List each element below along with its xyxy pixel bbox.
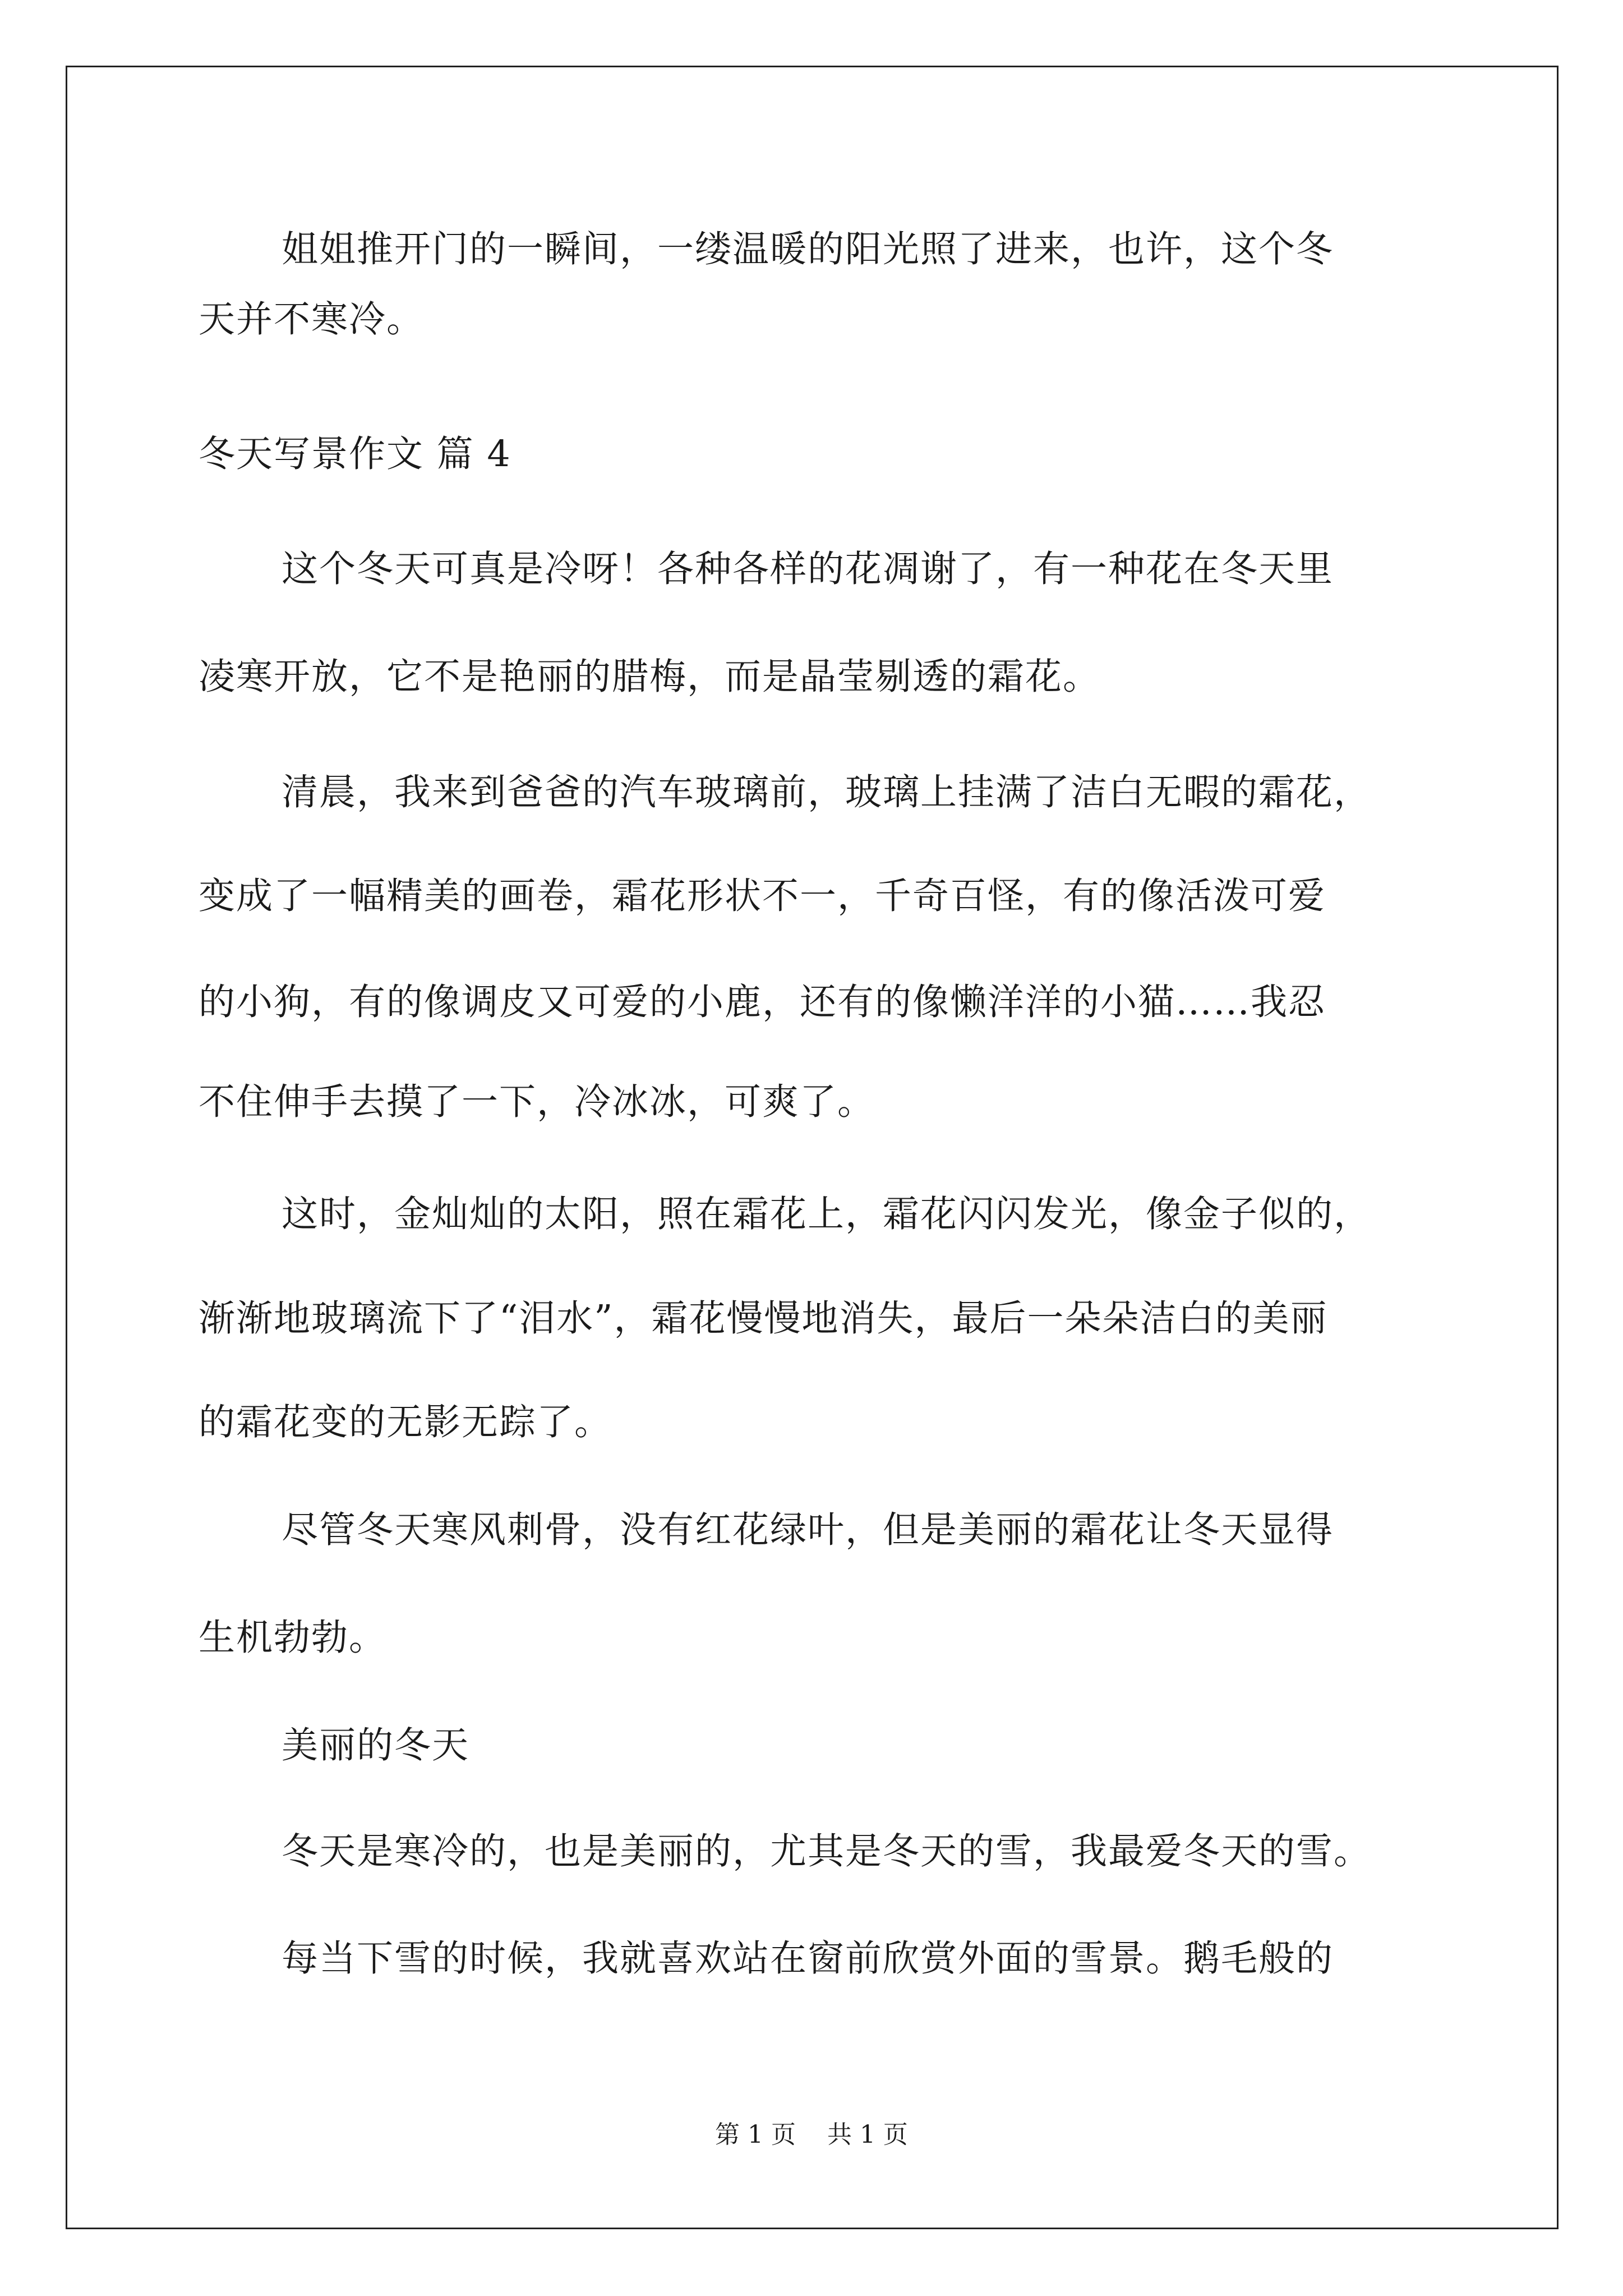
paragraph-line: 渐渐地玻璃流下了“泪水”，霜花慢慢地消失，最后一朵朵洁白的美丽 — [199, 1297, 1328, 1340]
paragraph-line: 的霜花变的无影无踪了。 — [199, 1401, 612, 1443]
paragraph-line: 清晨，我来到爸爸的汽车玻璃前，玻璃上挂满了洁白无暇的霜花， — [282, 771, 1372, 813]
paragraph-line: 天并不寒冷。 — [199, 298, 425, 341]
paragraph-line: 凌寒开放，它不是艳丽的腊梅，而是晶莹剔透的霜花。 — [199, 656, 1101, 698]
paragraph-line: 尽管冬天寒风刺骨，没有红花绿叶，但是美丽的霜花让冬天显得 — [282, 1509, 1334, 1551]
paragraph-line: 生机勃勃。 — [199, 1617, 387, 1659]
paragraph-line: 姐姐推开门的一瞬间，一缕温暖的阳光照了进来，也许，这个冬 — [282, 228, 1334, 270]
paragraph-line: 的小狗，有的像调皮又可爱的小鹿，还有的像懒洋洋的小猫……我忍 — [199, 981, 1326, 1023]
page-border — [66, 66, 1559, 2229]
section-heading: 冬天写景作文 篇 4 — [199, 433, 511, 475]
paragraph-line: 这时，金灿灿的太阳，照在霜花上，霜花闪闪发光，像金子似的， — [282, 1193, 1372, 1235]
page-footer: 第 1 页 共 1 页 — [715, 2120, 908, 2149]
subheading: 美丽的冬天 — [282, 1724, 470, 1766]
paragraph-line: 变成了一幅精美的画卷，霜花形状不一，千奇百怪，有的像活泼可爱 — [199, 875, 1326, 917]
paragraph-line: 每当下雪的时候，我就喜欢站在窗前欣赏外面的雪景。鹅毛般的 — [282, 1938, 1334, 1980]
paragraph-line: 不住伸手去摸了一下，冷冰冰，可爽了。 — [199, 1081, 875, 1123]
paragraph-line: 这个冬天可真是冷呀！各种各样的花凋谢了，有一种花在冬天里 — [282, 548, 1334, 590]
paragraph-line: 冬天是寒冷的，也是美丽的，尤其是冬天的雪，我最爱冬天的雪。 — [282, 1830, 1372, 1872]
